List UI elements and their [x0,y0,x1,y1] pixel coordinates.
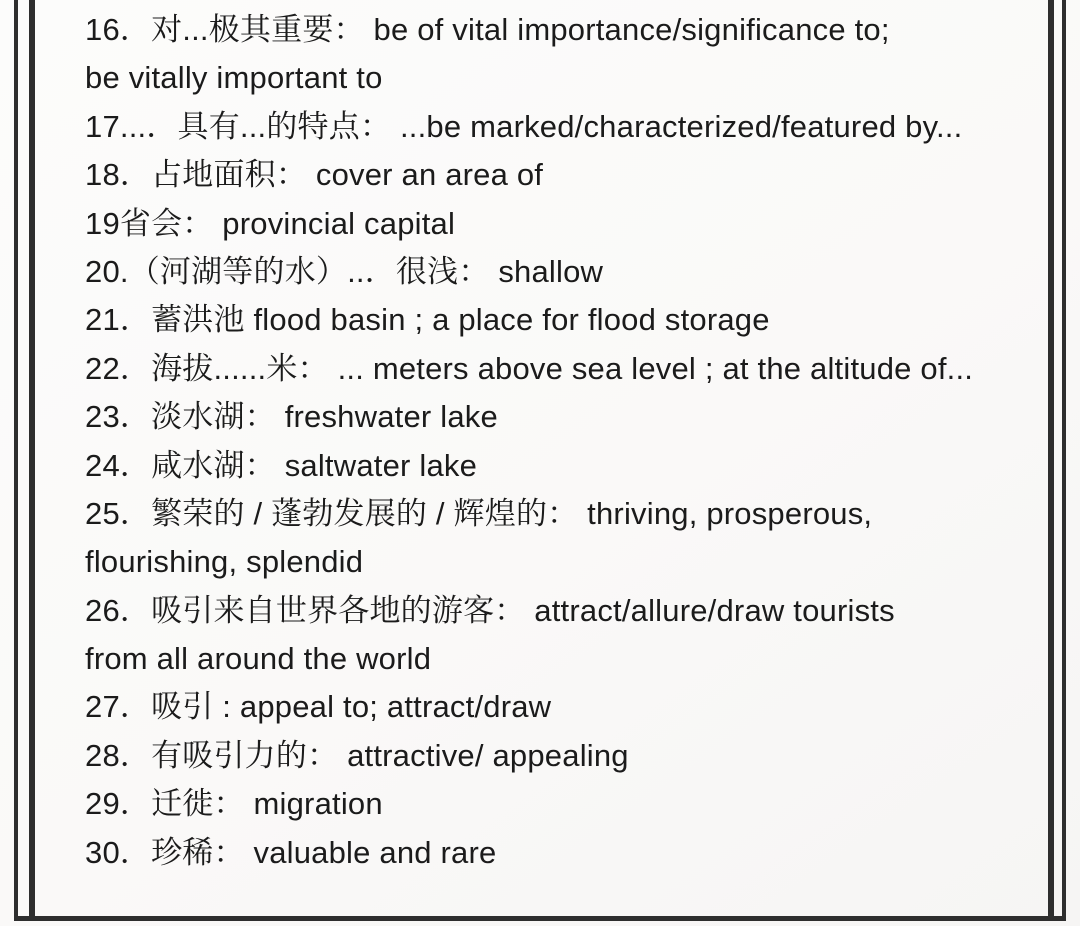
vocab-line-26-cont: from all around the world [85,641,432,677]
vocab-line-25-cont: flourishing, splendid [85,544,364,580]
vocab-line-16-cont: be vitally important to [85,60,383,96]
left-inner-border-line [29,0,35,921]
right-inner-border-line [1048,0,1054,921]
vocab-line-23: 23．淡水湖： freshwater lake [85,399,498,435]
bottom-border-line [14,916,1066,921]
vocab-list [85,6,1045,877]
vocab-line-24: 24．咸水湖： saltwater lake [85,447,478,483]
vocab-line-18: 18．占地面积： cover an area of [85,157,544,193]
vocab-line-26: 26．吸引来自世界各地的游客： attract/allure/draw tourists [85,592,895,628]
vocab-line-30: 30．珍稀： valuable and rare [85,834,497,870]
vocab-line-22: 22．海拔......米： ... meters above sea level ; at the altitude of... [85,350,974,386]
vocab-line-21: 21．蓄洪池 flood basin ; a place for flood storage [85,302,770,338]
vocab-line-16: 16．对...极其重要： be of vital importance/significance to; [85,12,890,47]
right-outer-border-line [1062,0,1066,921]
vocab-line-29: 29．迁徙： migration [85,786,383,822]
vocab-line-17: 17...．具有...的特点： ...be marked/characterized/featured by... [85,108,963,144]
vocab-line-25: 25．繁荣的 / 蓬勃发展的 / 辉煌的： thriving, prosperous, [85,495,873,531]
vocab-line-20: 20.（河湖等的水）..．很浅： shallow [85,253,604,289]
vocab-line-19: 19省会： provincial capital [85,205,456,241]
vocab-line-28: 28．有吸引力的： attractive/ appealing [85,737,629,773]
vocab-line-27: 27．吸引 : appeal to; attract/draw [85,689,552,725]
left-outer-border-line [14,0,18,921]
